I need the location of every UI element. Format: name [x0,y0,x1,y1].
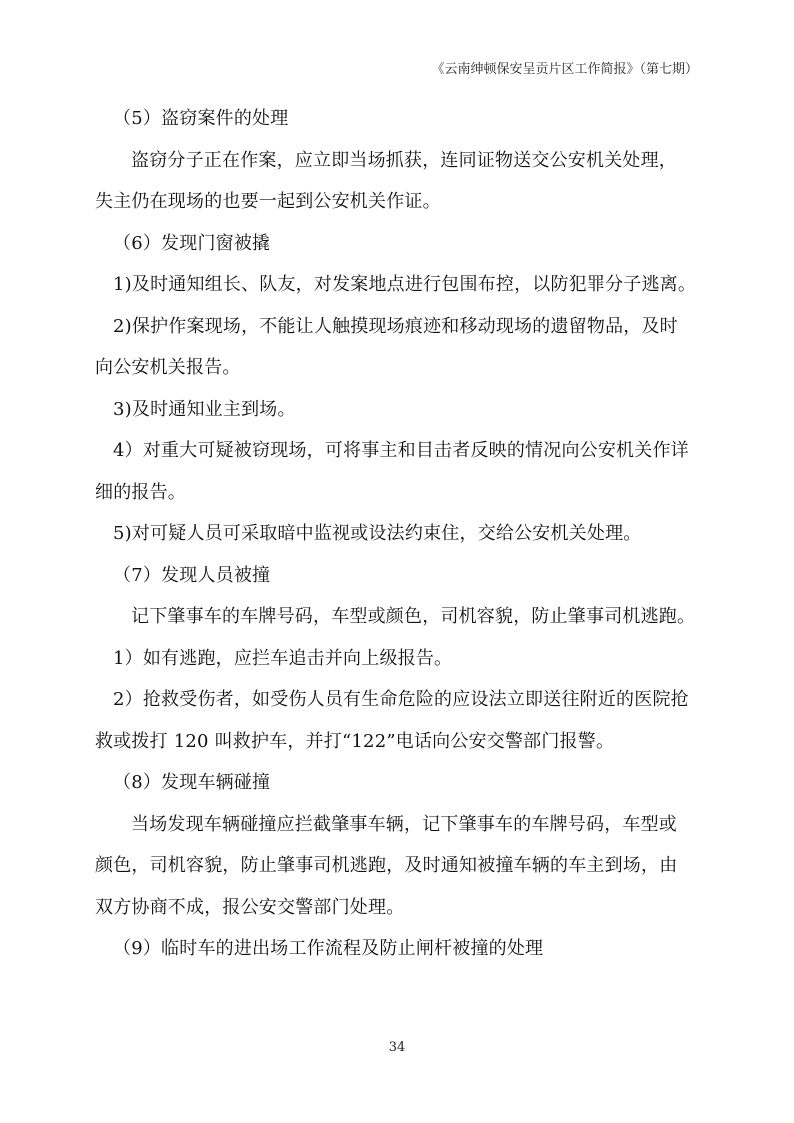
text-line: 当场发现车辆碰撞应拦截肇事车辆，记下肇事车的车牌号码，车型或 [131,813,677,835]
text-line: 2)保护作案现场，不能让人触摸现场痕迹和移动现场的遗留物品，及时 [113,315,678,337]
text-line: 颜色，司机容貌，防止肇事司机逃跑，及时通知被撞车辆的车主到场，由 [95,855,678,876]
text-line: 双方协商不成，报公安交警部门处理。 [95,896,405,918]
text-line: 1）如有逃跑，应拦车追击并向上级报告。 [113,647,453,669]
text-line: 向公安机关报告。 [95,357,241,378]
document-body [95,98,705,970]
text-line: （9）临时车的进出场工作流程及防止闸杆被撞的处理 [113,938,544,959]
text-line: 救或拨打 120 叫救护车，并打“122”电话向公安交警部门报警。 [95,730,615,752]
text-line: （7）发现人员被撞 [113,564,271,586]
text-line: 5)对可疑人员可采取暗中监视或设法约束住，交给公安机关处理。 [113,523,642,544]
text-line: 盗窃分子正在作案，应立即当场抓获，连同证物送交公安机关处理， [131,149,677,171]
text-line: 失主仍在现场的也要一起到公安机关作证。 [95,191,441,212]
text-line: 4）对重大可疑被窃现场，可将事主和目击者反映的情况向公安机关作详 [113,440,689,461]
page-number: 34 [388,1040,406,1055]
text-line: 细的报告。 [95,481,186,503]
text-line: （6）发现门窗被撬 [113,232,271,254]
text-line: （8）发现车辆碰撞 [113,772,271,793]
text-line: （5）盗窃案件的处理 [113,108,289,129]
text-line: 3)及时通知业主到场。 [113,398,296,420]
text-line: 记下肇事车的车牌号码，车型或颜色，司机容貌，防止肇事司机逃跑。 [131,606,696,627]
text-line: 2）抢救受伤者，如受伤人员有生命危险的应设法立即送往附近的医院抢 [113,689,689,710]
page-header: 《云南绅顿保安呈贡片区工作简报》（第七期） [431,62,698,77]
text-line: 1)及时通知组长、队友，对发案地点进行包围布控，以防犯罪分子逃离。 [113,274,697,295]
